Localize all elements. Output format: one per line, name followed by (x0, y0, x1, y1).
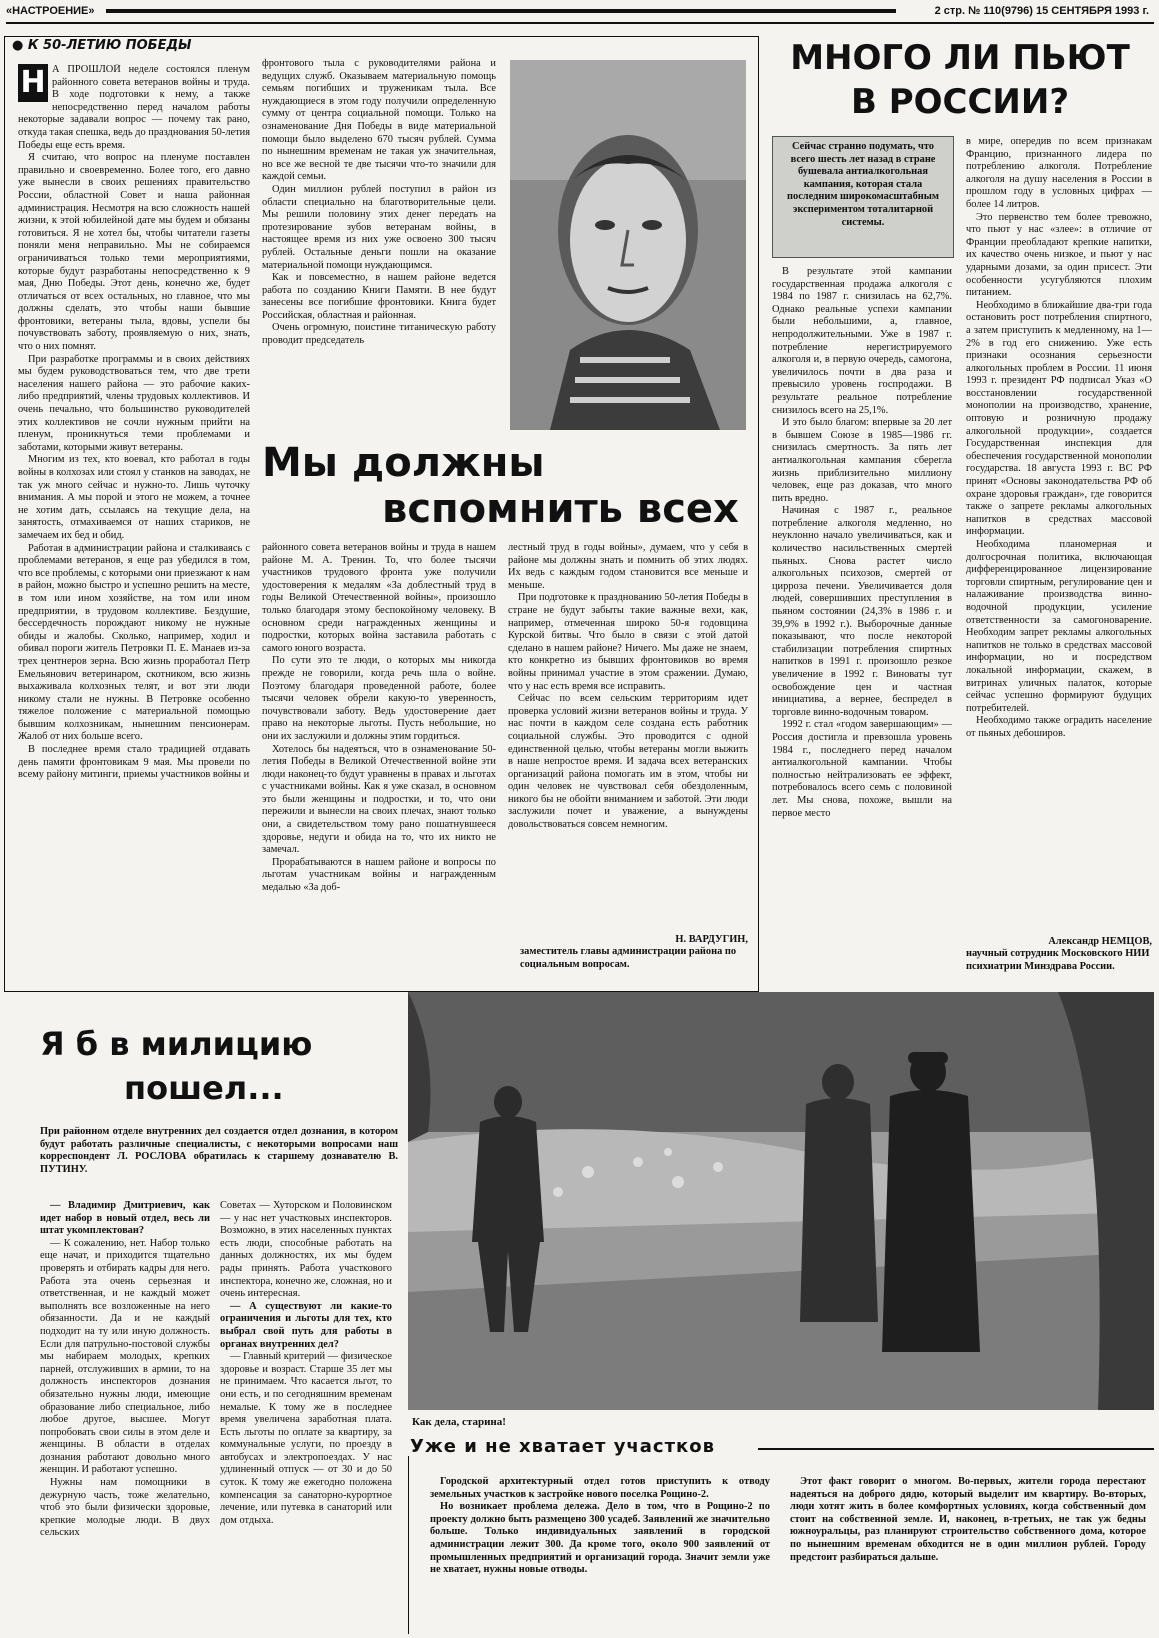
rubric-bullet-icon: ● (12, 38, 28, 53)
article2-col1-para: Начиная с 1987 г., реальное потребление алкоголя медленно, но неуклонно начало увеличиваться, как и количество насильственных смертей пьяных. Снова растет число алкогольных психозов, смертей от цирроза печени. Увеличивается доля людей, совершивших преступления в пьяном состоянии (24,3% в 1986 г. и 39,9% в 1992 г.). Выборочные данные показывают, что после некоторой стабилизации потребления спиртных напитков в 1991 г. произошло резкое увеличение в 1992 г. Виноваты тут освобождение цен и частная инициатива, а вернее, беспредел в торговле винно-водочным товаром. (772, 505, 952, 718)
article2-col1-para: 1992 г. стал «годом завершающим» — Россия достигла и превзошла уровень 1984 г., последнего перед началом антиалкогольной кампании. Чтобы полностью нейтрализовать ее эффект, потребовалось всего семь с половиной лет. Мы снова, похоже, вышли на первое место (772, 719, 952, 819)
article1-headline-line1: Мы должны (262, 440, 545, 486)
article1-headline-line2: вспомнить всех (382, 486, 739, 532)
article1-col1-para: При разработке программы и в своих действиях мы будем руководствоваться тем, что две трети населения нашего района — это рабочие каких-либо предприятий, члены трудовых коллективов. И очень печально, что большинство руководителей этих коллективов не сочли нужным прийти на пленум, проникнуться теми проблемами и заботами, которыми живут ветераны. (18, 353, 250, 453)
article1-col1 (18, 64, 250, 984)
article2-lead-box (772, 136, 954, 258)
article1-col1-para: А ПРОШЛОЙ неделе состоялся пленум районного совета ветеранов войны и труда. В ходе подготовки к нему, а также непосредственно перед началом работы некоторые задавали вопрос — почему так рано, откуда такая спешка, ведь до празднования 50-летия Победы еще есть время. (18, 64, 250, 151)
article3-col2-para: Советах — Хуторском и Половинском — у нас нет участковых инспекторов. Возможно, в этих населенных пунктах есть люди, способные работать на данных должностях, их мы будем рады принять. Работа участкового инспектора, конечно же, сложная, но и очень интересная. (220, 1200, 392, 1300)
photo-caption: Как дела, старина! (412, 1416, 506, 1428)
article4-headline: Уже и не хватает участков (410, 1436, 716, 1457)
article4-col2-para: Этот факт говорит о многом. Во-первых, жители города перестают надеяться на доброго дядю, который выделит им квартиру. Во-вторых, люди хотят жить в более комфортных условиях, когда собственный дом стоит на собственной земле. И, наконец, в-третьих, не так уж бедны южноуральцы, раз планируют строительство собственного дома, которое по нынешним временам обходится не в один миллион рублей. Городу предстоит разбираться дальше. (790, 1476, 1146, 1563)
article1-col2b-para: районного совета ветеранов войны и труда в нашем районе М. А. Тренин. То, что более тысячи участников трудового фронта уже получили удостоверения к медалям «За доблестный труд в годы Великой Отечественной войны», произошло только благодаря этому беспокойному человеку. В основном среди награжденных женщины и подростки, которых война заставила работать с самого юного возраста. (262, 542, 496, 654)
article1-col2 (262, 58, 496, 462)
article4-col1-para: Но возникает проблема дележа. Дело в том, что в Рощино-2 по проекту должно быть размещено 300 усадеб. Заявлений же значительно больше. Только индивидуальных заявлений в городской администрации лежит 300. Да кроме того, около 900 заявлений от промышленных предприятий и организаций города. Значит земли уже не хватает, нужны новые отводы. (430, 1501, 770, 1576)
article1-col2b (262, 542, 496, 982)
article1-signature-name: Н. ВАРДУГИН, (675, 934, 748, 945)
article2-col2-para: в мире, опередив по всем признакам Францию, признанного лидера по потреблению алкоголя. Потребление алкоголя на душу населения в России в прошлом году в условных цифрах — более 14 литров. (966, 136, 1152, 210)
article3-col1-para: Нужны нам помощники в дежурную часть, тоже желательно, чтоб это были физически здоровые, крепкие молодые люди. В двух сельских (40, 1477, 210, 1539)
article1-col2-para: Как и повсеместно, в нашем районе ведется работа по созданию Книги Памяти. В нее будут занесены все погибшие фронтовики. Книга будет Российская, областная и районная. (262, 272, 496, 321)
article3-lead: При районном отделе внутренних дел создается отдел дознания, в котором будут работать различные специалисты, с некоторыми вопросами наш корреспондент Л. РОСЛОВА обратилась к старшему дознавателю В. ПУТИНУ. (40, 1126, 398, 1175)
article4-rule (758, 1448, 1154, 1450)
article2-signature-role: научный сотрудник Московского НИИ психиатрии Минздрава России. (966, 948, 1150, 972)
portrait-photo (510, 60, 746, 430)
article1-col1-para: Работая в администрации района и сталкиваясь с проблемами ветеранов, я еще раз убедился в том, что все проблемы, с которыми они приезжают к нам в район, можно быстро и успешно решить на месте, в том или ином хозяйстве, на том или ином предприятии, в трудовом коллективе. Бездушие, бессердечность порождают никому не нужные обиды и жалобы. Сколько, например, ходил и обивал пороги житель Петровки П. Е. Манаев из-за трех центнеров зерна. Всю жизнь проработал Петр Емельянович ветеринаром, скотником, всю жизнь выхаживала колхозных телят, и вот эти люди никому стали не нужны. В Петровке особенно тяжелое положение с материальной помощью бывшим колхозникам, нынешним пенсионерам. Жалоб от них больше всего. (18, 542, 250, 743)
masthead-section: «НАСТРОЕНИЕ» (6, 5, 95, 17)
masthead-issue: 2 стр. № 110(9796) 15 СЕНТЯБРЯ 1993 г. (934, 5, 1149, 17)
rubric (12, 38, 192, 53)
article2-headline-line1: МНОГО ЛИ ПЬЮТ (790, 38, 1130, 78)
article4-col1 (430, 1476, 770, 1626)
article1-col1-para: Я считаю, что вопрос на пленуме поставлен правильно и своевременно. Более того, его давно уже вынесли в своих решениях правительство России, областной Совет и наша районная администрация. Несмотря на всю сложность нашей жизни, к этой юбилейной дате мы будем и обязаны готовиться. Я не хотел бы, чтобы читатели газеты поняли меня неправильно. Мы не собираемся ограничиваться только теми мероприятиями, которые будут разработаны непосредственно к 9 мая, Дню Победы. Этот день, конечно же, будет отличаться от всех остальных, но главное, что мы должны сделать, это чтобы наши бывшие фронтовики, ветераны тыла, вдовы, успели бы почувствовать заботу, проявляемую о них, знать, что о них помнят. (18, 152, 250, 353)
article1-col1-para: В последнее время стало традицией отдавать день памяти фронтовикам 9 мая. Мы провели по всему району митинги, приемы участников войны и (18, 744, 250, 781)
masthead-rule-thin (6, 22, 1154, 24)
article3-col1 (40, 1200, 210, 1634)
article1-col2b-para: Хотелось бы надеяться, что в ознаменование 50-летия Победы в Великой Отечественной войне эти люди наконец-то будут уравнены в правах и льготах с участниками войны. Как я уже сказал, в основном это были женщины и подростки, и то, что они пережили и вынесли на своих плечах, знают только они, а свидетельством тому рано пошатнувшееся здоровье, недуги и обида на то, что их никто не замечал. (262, 743, 496, 856)
article1-col1-para: Многим из тех, кто воевал, кто работал в годы войны в колхозах или стоял у станков на заводах, не так уж много сейчас и нужно-то. Лишь чуточку внимания. А мы порой и этого не можем, а точнее не хотим дать, ссылаясь на текущие дела, на занятость, отмахиваемся от наших стариков, не замечаем их бед и обид. (18, 454, 250, 541)
article4-col1-para: Городской архитектурный отдел готов приступить к отводу земельных участков к застройке нового поселка Рощино-2. (430, 1476, 770, 1500)
article1-col2-para: фронтового тыла с руководителями района и ведущих служб. Оказываем материальную помощь семьям погибших и труженикам тыла. Все нуждающиеся в этом году получили определенную сумму от центра социальной помощи. Только на ознаменование Дня Победы в виде материальной помощи было выделено 670 тысяч рублей. Сумма по нынешним временам не такая уж значительная, но все же весной те две тысячи что-то значили для каждой семьи. (262, 58, 496, 183)
article3-col1-para: — К сожалению, нет. Набор только еще начат, и приходится тщательно проверять и отбирать кадры для него. Работа эта очень серьезная и ответственная, и не каждый может выполнять все возложенные на него обязанности. Да и не каждый подходит на ту или иную должность. Если для патрульно-постовой службы мы набираем молодых, крепких парней, отслуживших в армии, то на должность инспекторов дознания обязательно нужны люди, имеющие образование либо специальное, либо любое другое, высшее. Могут попробовать свои силы в этом деле и женщины. В области в отделах дознания работают довольно много женщин. И работают успешно. (40, 1237, 210, 1476)
article1-signature (520, 934, 748, 971)
article2-col2-para: Необходимо в ближайшие два-три года остановить рост потребления спиртного, а затем приступить к медленному, на 1—2% в год его снижению. Уже есть признаки осознания серьезности алкогольных проблем в России. 11 июня 1993 г. президент РФ подписал Указ «О восстановлении государственной монополии на производство, хранение, оптовую и розничную продажу алкогольной продукции», создается Государственная инспекция для обеспечения государственной монополии государства. 18 августа 1993 г. ВС РФ принят «Основы законодательства РФ об охране здоровья граждан», где говорится также о запрете рекламы алкогольных напитков в средствах массовой информации. (966, 299, 1152, 538)
portrait-illustration (510, 60, 746, 430)
street-photo (408, 992, 1154, 1410)
article1-col2b-para: По сути это те люди, о которых мы никогда прежде не говорили, когда речь шла о войне. Поэтому благодаря проведенной работе, более тысячи человек обрели какую-то уверенность, почувствовали заботу. Ведь удостоверение дает право на некоторые льготы. Пусть небольшие, но они их заслужили и должны этим гордиться. (262, 655, 496, 742)
article3-headline (40, 1022, 400, 1110)
article2-lead: Сейчас странно подумать, что всего шесть лет назад в стране бушевала антиалкогольная кампания, которая стала последним широкомасштабным экспериментом тоталитарной системы. (787, 141, 939, 228)
article4-col2 (790, 1476, 1146, 1626)
article1-headline (262, 440, 752, 532)
article1-col2-para: Очень огромную, поистине титаническую работу проводит председатель (262, 322, 496, 347)
article3-col1-para: — Владимир Дмитриевич, как идет набор в новый отдел, весь ли штат укомплектован? (40, 1200, 210, 1237)
article2-col1 (772, 266, 952, 984)
article3-col2 (220, 1200, 392, 1634)
dropcap: Н (18, 64, 48, 102)
article2-signature-name: Александр НЕМЦОВ, (1048, 936, 1152, 947)
street-illustration (408, 992, 1154, 1410)
article2-col2-para: Это первенство тем более тревожно, что пьют у нас «злее»: в отличие от Франции преобладают крепкие напитки, их качество очень низкое, и пьют у нас ударными дозами, за один присест. Эти особенности усугубляются плохим питанием. (966, 211, 1152, 299)
article1-col2b-para: Прорабатываются в нашем районе и вопросы по льготам участникам войны и награжденным медалью «За доб- (262, 856, 496, 894)
article2-col2-para: Необходимо также оградить население от пьяных дебоширов. (966, 715, 1152, 739)
masthead-rule (106, 9, 896, 13)
article1-col3-para: лестный труд в годы войны», думаем, что у себя в районе мы должны знать и помнить об этих людях. Их ведь с каждым годом становится все меньше и меньше. (508, 542, 748, 591)
rubric-text: К 50-ЛЕТИЮ ПОБЕДЫ (27, 38, 192, 53)
article2-col2 (966, 136, 1152, 932)
article1-col3-para: При подготовке к празднованию 50-летия Победы в стране не будут забыты такие важные вехи, как, например, отмеченная широко 50-я годовщина Курской битвы. Что было в связи с этой датой сделано в нашем районе? Ничего. Мы даже не знаем, кто конкретно из бывших фронтовиков во время войны принимал участие в этом сражении. Думаю, что у нас есть время все исправить. (508, 592, 748, 692)
article2-col1-para: И это было благом: впервые за 20 лет в бывшем Союзе в 1985—1986 гг. снизилась смертность. За пять лет антиалкогольная кампания сберегла жизнь приблизительно миллиону человек, еще раз доказав, что много пить вредно. (772, 417, 952, 504)
article1-signature-role: заместитель главы администрации района по социальным вопросам. (520, 946, 737, 970)
article1-col3 (508, 542, 748, 930)
article3-headline-line1: Я б в милицию (40, 1025, 313, 1063)
article2-signature (966, 936, 1152, 973)
article2-col1-para: В результате этой кампании государственная продажа алкоголя с 1984 по 1987 г. снизилась на 62,7%. Однако реальные успехи кампании были небольшими, а, главное, непродолжительными. Уже в 1987 г. потребление нерегистрируемого алкоголя и, в первую очередь, самогона, увеличилось почти в два раза и превысило уровень госпродажи. В результате реальное потребление снизилось всего на 25,1%. (772, 266, 952, 416)
article3-headline-line2: пошел... (124, 1069, 284, 1107)
article3-col2-para: — А существуют ли какие-то ограничения и льготы для тех, кто выбрал свой путь для работы в органах внутренних дел? (220, 1300, 392, 1350)
article2-headline-line2: В РОССИИ? (850, 82, 1070, 122)
article3-col2-para: — Главный критерий — физическое здоровье и возраст. Старше 35 лет мы не принимаем. Что касается льгот, то они есть, и по сегодняшним временам немалые. К тому же в последнее время увеличена заработная плата. Есть льготы по оплате за квартиру, за коммунальные услуги, по проезду в автобусах и электропоездах. У нас удлиненный отпуск — от 30 и до 50 суток. К тому же ежегодно положена компенсация за санаторно-курортное лечение, или путевка в санаторий или дом отдыха. (220, 1351, 392, 1526)
article1-col2-para: Один миллион рублей поступил в район из области специально на благотворительные цели. Мы решили половину этих денег передать на протезирование зубов ветеранам войны, в настоящее время из них уже освоено 300 тысяч рублей. Остальные деньги пошли на оказание материальной помощи нуждающимся. (262, 183, 496, 271)
article2-headline (770, 36, 1150, 124)
article1-col3-para: Сейчас по всем сельским территориям идет проверка условий жизни ветеранов войны и труда. У нас почти в каждом селе создана есть работник социальной службы. Это проводится с одной единственной целью, чтобы ветераны могли выжить в наше непростое время. И задача всех ветеранских организаций района помогать им в этом, чтобы ни один человек не чувствовал себя обездоленным, никого бы не обойти вниманием и заботой. Эти люди заслужили почет и уважение, а вынуждены довольствоваться совсем немногим. (508, 693, 748, 831)
article2-col2-para: Необходима планомерная и долгосрочная политика, включающая дифференцированное лицензирование торговли спиртным, регулирование цен и налаживание производства винно-водочной продукции, усиление ответственности за самогоноварение. Необходим запрет рекламы алкогольных напитков не только в средствах массовой информации, но и посредством локальной информации, скажем, в витринах уличных палаток, которые сейчас успешно формируют будущих потребителей. (966, 539, 1152, 714)
